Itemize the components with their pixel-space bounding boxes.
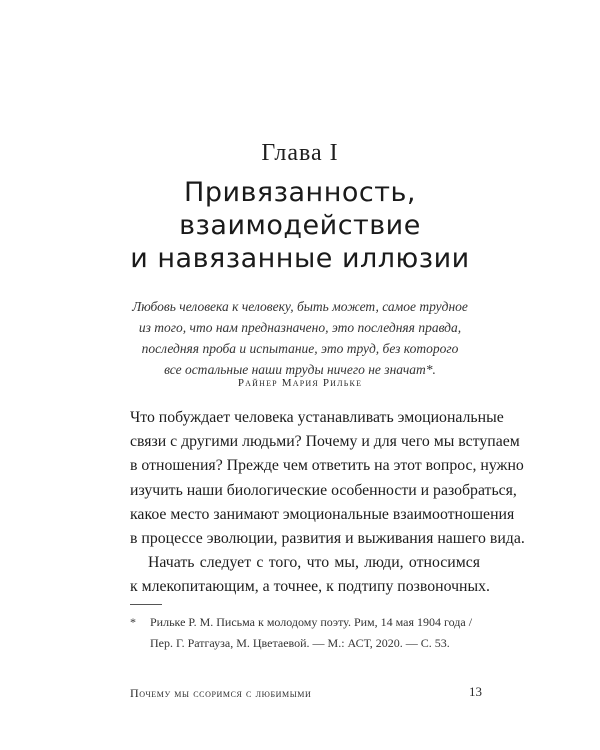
footnote [130, 612, 482, 654]
footnote-line: Пер. Г. Ратгауза, М. Цветаевой. — М.: АСТ, 2020. — С. 53. [150, 636, 450, 650]
body-line: к млекопитающим, а точнее, к подтипу позвоночных. [130, 578, 490, 596]
chapter-title-line: и навязанные иллюзии [130, 243, 470, 274]
chapter-title-line: Привязанность, [184, 177, 416, 208]
body-line: какое место занимают эмоциональные взаимоотношения [130, 505, 515, 523]
running-footer-title: Почему мы ссоримся с любимыми [130, 686, 312, 700]
epigraph-author: Райнер Мария Рильке [237, 377, 363, 389]
epigraph-line: все остальные наши труды ничего не значат*. [164, 362, 436, 377]
footnote-marker: * [130, 615, 136, 629]
epigraph [90, 296, 510, 380]
epigraph-line: последняя проба и испытание, это труд, без которого [141, 341, 459, 356]
body-line: Что побуждает человека устанавливать эмоциональные [130, 409, 504, 426]
body-line: связи с другими людьми? Почему и для чего мы вступаем [130, 433, 520, 451]
chapter-title-line: взаимодействие [179, 210, 421, 241]
body-line: в отношения? Прежде чем ответить на этот вопрос, нужно [130, 457, 524, 475]
footnote-divider [130, 604, 162, 605]
epigraph-line: из того, что нам предназначено, это последняя правда, [138, 320, 462, 335]
body-line: в процессе эволюции, развития и выживания нашего вида. [130, 530, 525, 548]
chapter-title [0, 176, 600, 275]
chapter-label: Глава I [261, 140, 339, 166]
body-line: Начать следует с того, что мы, люди, относимся [148, 554, 480, 572]
body-text [130, 406, 525, 600]
footnote-line: Рильке Р. М. Письма к молодому поэту. Рим, 14 мая 1904 года / [150, 615, 473, 629]
body-line: изучить наши биологические особенности и разобраться, [130, 481, 517, 499]
epigraph-line: Любовь человека к человеку, быть может, самое трудное [132, 299, 468, 314]
page-number: 13 [469, 684, 482, 699]
